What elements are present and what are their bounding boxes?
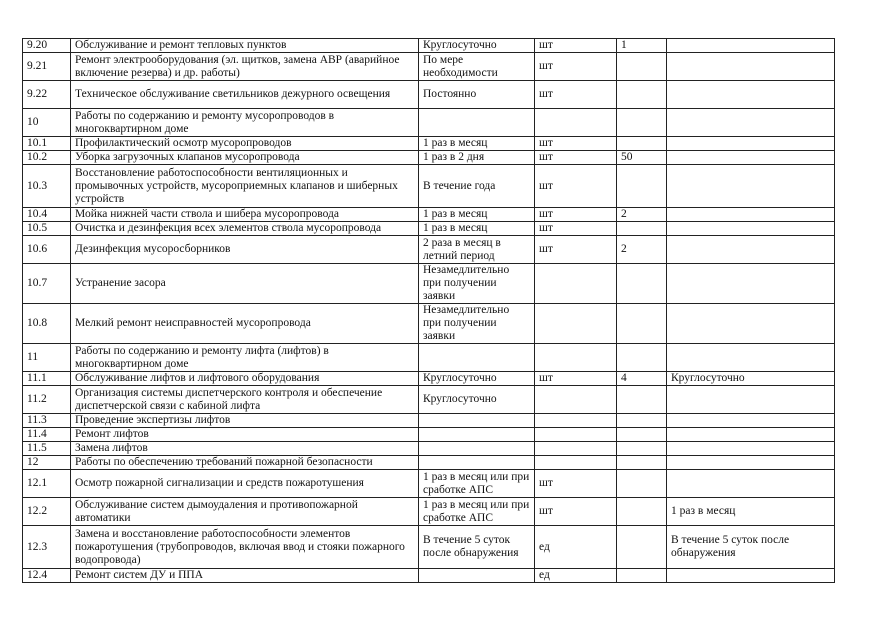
cell-work-name: Замена и восстановление работоспособности элементов пожаротушения (трубопроводов, включая ввод и стояки пожарного водопровода) bbox=[71, 526, 419, 569]
table-row bbox=[23, 208, 835, 222]
cell-note: В течение 5 суток после обнаружения bbox=[667, 526, 835, 569]
cell-note bbox=[667, 386, 835, 414]
cell-unit-of-measure: шт bbox=[535, 81, 617, 109]
cell-work-frequency bbox=[419, 344, 535, 372]
cell-note bbox=[667, 428, 835, 442]
cell-quantity bbox=[617, 456, 667, 470]
cell-unit-of-measure bbox=[535, 428, 617, 442]
cell-work-name: Дезинфекция мусоросборников bbox=[71, 236, 419, 264]
cell-work-name: Обслуживание систем дымоудаления и противопожарной автоматики bbox=[71, 498, 419, 526]
cell-work-frequency bbox=[419, 569, 535, 583]
cell-quantity: 50 bbox=[617, 151, 667, 165]
cell-work-frequency: Круглосуточно bbox=[419, 386, 535, 414]
table-row bbox=[23, 442, 835, 456]
cell-row-number: 12.1 bbox=[23, 470, 71, 498]
cell-note bbox=[667, 53, 835, 81]
table-row bbox=[23, 414, 835, 428]
cell-work-name: Работы по содержанию и ремонту мусоропроводов в многоквартирном доме bbox=[71, 109, 419, 137]
cell-work-name: Обслуживание и ремонт тепловых пунктов bbox=[71, 39, 419, 53]
cell-note bbox=[667, 208, 835, 222]
cell-note bbox=[667, 414, 835, 428]
cell-note bbox=[667, 470, 835, 498]
cell-work-frequency bbox=[419, 442, 535, 456]
cell-quantity bbox=[617, 414, 667, 428]
cell-work-name: Профилактический осмотр мусоропроводов bbox=[71, 137, 419, 151]
cell-unit-of-measure bbox=[535, 456, 617, 470]
cell-row-number: 11.5 bbox=[23, 442, 71, 456]
cell-row-number: 10.4 bbox=[23, 208, 71, 222]
cell-unit-of-measure bbox=[535, 109, 617, 137]
cell-unit-of-measure bbox=[535, 414, 617, 428]
table-row bbox=[23, 151, 835, 165]
cell-row-number: 9.22 bbox=[23, 81, 71, 109]
table-row bbox=[23, 53, 835, 81]
cell-unit-of-measure: ед bbox=[535, 569, 617, 583]
cell-row-number: 10.8 bbox=[23, 304, 71, 344]
table-row bbox=[23, 386, 835, 414]
cell-work-name: Уборка загрузочных клапанов мусоропровода bbox=[71, 151, 419, 165]
table-row bbox=[23, 372, 835, 386]
cell-note bbox=[667, 442, 835, 456]
cell-work-name: Работы по содержанию и ремонту лифта (лифтов) в многоквартирном доме bbox=[71, 344, 419, 372]
cell-note: 1 раз в месяц bbox=[667, 498, 835, 526]
cell-quantity bbox=[617, 428, 667, 442]
cell-unit-of-measure: шт bbox=[535, 165, 617, 208]
cell-note: Круглосуточно bbox=[667, 372, 835, 386]
table-row bbox=[23, 109, 835, 137]
cell-unit-of-measure: шт bbox=[535, 470, 617, 498]
cell-work-name: Техническое обслуживание светильников дежурного освещения bbox=[71, 81, 419, 109]
cell-row-number: 12.2 bbox=[23, 498, 71, 526]
cell-unit-of-measure: шт bbox=[535, 137, 617, 151]
cell-quantity: 1 bbox=[617, 39, 667, 53]
cell-work-name: Устранение засора bbox=[71, 264, 419, 304]
cell-note bbox=[667, 304, 835, 344]
table-row bbox=[23, 165, 835, 208]
cell-work-name: Ремонт систем ДУ и ППА bbox=[71, 569, 419, 583]
cell-work-name: Очистка и дезинфекция всех элементов ствола мусоропровода bbox=[71, 222, 419, 236]
cell-unit-of-measure bbox=[535, 386, 617, 414]
cell-work-name: Проведение экспертизы лифтов bbox=[71, 414, 419, 428]
cell-row-number: 10 bbox=[23, 109, 71, 137]
cell-row-number: 12 bbox=[23, 456, 71, 470]
table-row bbox=[23, 526, 835, 569]
cell-quantity bbox=[617, 344, 667, 372]
cell-work-frequency: 1 раз в месяц или при сработке АПС bbox=[419, 498, 535, 526]
works-table-body bbox=[23, 39, 835, 583]
table-row bbox=[23, 236, 835, 264]
cell-work-frequency: Круглосуточно bbox=[419, 372, 535, 386]
cell-note bbox=[667, 39, 835, 53]
cell-row-number: 10.2 bbox=[23, 151, 71, 165]
cell-quantity bbox=[617, 526, 667, 569]
cell-quantity bbox=[617, 304, 667, 344]
cell-unit-of-measure bbox=[535, 442, 617, 456]
cell-quantity bbox=[617, 569, 667, 583]
cell-quantity: 2 bbox=[617, 208, 667, 222]
cell-quantity bbox=[617, 53, 667, 81]
cell-unit-of-measure: шт bbox=[535, 151, 617, 165]
cell-quantity bbox=[617, 137, 667, 151]
cell-work-name: Восстановление работоспособности вентиляционных и промывочных устройств, мусороприемных клапанов и шиберных устройств bbox=[71, 165, 419, 208]
cell-row-number: 10.7 bbox=[23, 264, 71, 304]
cell-work-frequency: По мере необходимости bbox=[419, 53, 535, 81]
cell-unit-of-measure: ед bbox=[535, 526, 617, 569]
table-row bbox=[23, 498, 835, 526]
cell-work-frequency: В течение года bbox=[419, 165, 535, 208]
table-row bbox=[23, 222, 835, 236]
cell-row-number: 9.21 bbox=[23, 53, 71, 81]
table-row bbox=[23, 264, 835, 304]
cell-unit-of-measure: шт bbox=[535, 53, 617, 81]
cell-row-number: 12.4 bbox=[23, 569, 71, 583]
cell-work-name: Ремонт электрооборудования (эл. щитков, замена АВР (аварийное включение резерва) и др. работы) bbox=[71, 53, 419, 81]
table-row bbox=[23, 456, 835, 470]
cell-quantity bbox=[617, 109, 667, 137]
cell-note bbox=[667, 165, 835, 208]
cell-row-number: 11 bbox=[23, 344, 71, 372]
cell-work-name: Организация системы диспетчерского контроля и обеспечение диспетчерской связи с кабиной лифта bbox=[71, 386, 419, 414]
cell-work-frequency: Незамедлительно при получении заявки bbox=[419, 264, 535, 304]
cell-unit-of-measure bbox=[535, 304, 617, 344]
table-row bbox=[23, 81, 835, 109]
cell-row-number: 10.3 bbox=[23, 165, 71, 208]
cell-unit-of-measure: шт bbox=[535, 236, 617, 264]
table-row bbox=[23, 137, 835, 151]
cell-work-frequency bbox=[419, 109, 535, 137]
cell-unit-of-measure: шт bbox=[535, 222, 617, 236]
cell-note bbox=[667, 569, 835, 583]
cell-work-name: Осмотр пожарной сигнализации и средств пожаротушения bbox=[71, 470, 419, 498]
cell-unit-of-measure: шт bbox=[535, 208, 617, 222]
cell-note bbox=[667, 264, 835, 304]
cell-quantity: 2 bbox=[617, 236, 667, 264]
cell-note bbox=[667, 236, 835, 264]
cell-work-frequency bbox=[419, 428, 535, 442]
table-row bbox=[23, 304, 835, 344]
cell-row-number: 10.5 bbox=[23, 222, 71, 236]
cell-row-number: 9.20 bbox=[23, 39, 71, 53]
cell-unit-of-measure: шт bbox=[535, 39, 617, 53]
cell-work-name: Замена лифтов bbox=[71, 442, 419, 456]
cell-work-frequency: Круглосуточно bbox=[419, 39, 535, 53]
cell-note bbox=[667, 456, 835, 470]
table-row bbox=[23, 39, 835, 53]
cell-quantity bbox=[617, 470, 667, 498]
cell-work-frequency: В течение 5 суток после обнаружения bbox=[419, 526, 535, 569]
cell-row-number: 10.1 bbox=[23, 137, 71, 151]
cell-note bbox=[667, 344, 835, 372]
cell-work-name: Ремонт лифтов bbox=[71, 428, 419, 442]
cell-work-frequency: Незамедлительно при получении заявки bbox=[419, 304, 535, 344]
cell-work-frequency: 1 раз в месяц bbox=[419, 222, 535, 236]
cell-work-name: Мойка нижней части ствола и шибера мусоропровода bbox=[71, 208, 419, 222]
cell-unit-of-measure bbox=[535, 344, 617, 372]
cell-work-frequency bbox=[419, 414, 535, 428]
cell-quantity bbox=[617, 264, 667, 304]
table-row bbox=[23, 569, 835, 583]
table-row bbox=[23, 470, 835, 498]
cell-quantity bbox=[617, 222, 667, 236]
table-row bbox=[23, 344, 835, 372]
cell-work-name: Обслуживание лифтов и лифтового оборудования bbox=[71, 372, 419, 386]
cell-note bbox=[667, 109, 835, 137]
cell-row-number: 11.2 bbox=[23, 386, 71, 414]
cell-note bbox=[667, 137, 835, 151]
table-row bbox=[23, 428, 835, 442]
cell-quantity bbox=[617, 386, 667, 414]
cell-quantity: 4 bbox=[617, 372, 667, 386]
cell-work-frequency: 1 раз в месяц bbox=[419, 208, 535, 222]
cell-note bbox=[667, 81, 835, 109]
cell-work-frequency: Постоянно bbox=[419, 81, 535, 109]
cell-work-frequency: 1 раз в месяц bbox=[419, 137, 535, 151]
cell-row-number: 11.3 bbox=[23, 414, 71, 428]
cell-work-name: Работы по обеспечению требований пожарной безопасности bbox=[71, 456, 419, 470]
cell-unit-of-measure bbox=[535, 264, 617, 304]
cell-unit-of-measure: шт bbox=[535, 498, 617, 526]
cell-work-frequency: 1 раз в 2 дня bbox=[419, 151, 535, 165]
cell-quantity bbox=[617, 442, 667, 456]
cell-note bbox=[667, 151, 835, 165]
cell-quantity bbox=[617, 81, 667, 109]
cell-unit-of-measure: шт bbox=[535, 372, 617, 386]
cell-work-frequency: 1 раз в месяц или при сработке АПС bbox=[419, 470, 535, 498]
works-table bbox=[22, 38, 835, 583]
cell-quantity bbox=[617, 498, 667, 526]
cell-work-frequency: 2 раза в месяц в летний период bbox=[419, 236, 535, 264]
cell-work-name: Мелкий ремонт неисправностей мусоропровода bbox=[71, 304, 419, 344]
cell-row-number: 11.1 bbox=[23, 372, 71, 386]
cell-row-number: 12.3 bbox=[23, 526, 71, 569]
cell-row-number: 10.6 bbox=[23, 236, 71, 264]
cell-note bbox=[667, 222, 835, 236]
cell-quantity bbox=[617, 165, 667, 208]
cell-work-frequency bbox=[419, 456, 535, 470]
cell-row-number: 11.4 bbox=[23, 428, 71, 442]
